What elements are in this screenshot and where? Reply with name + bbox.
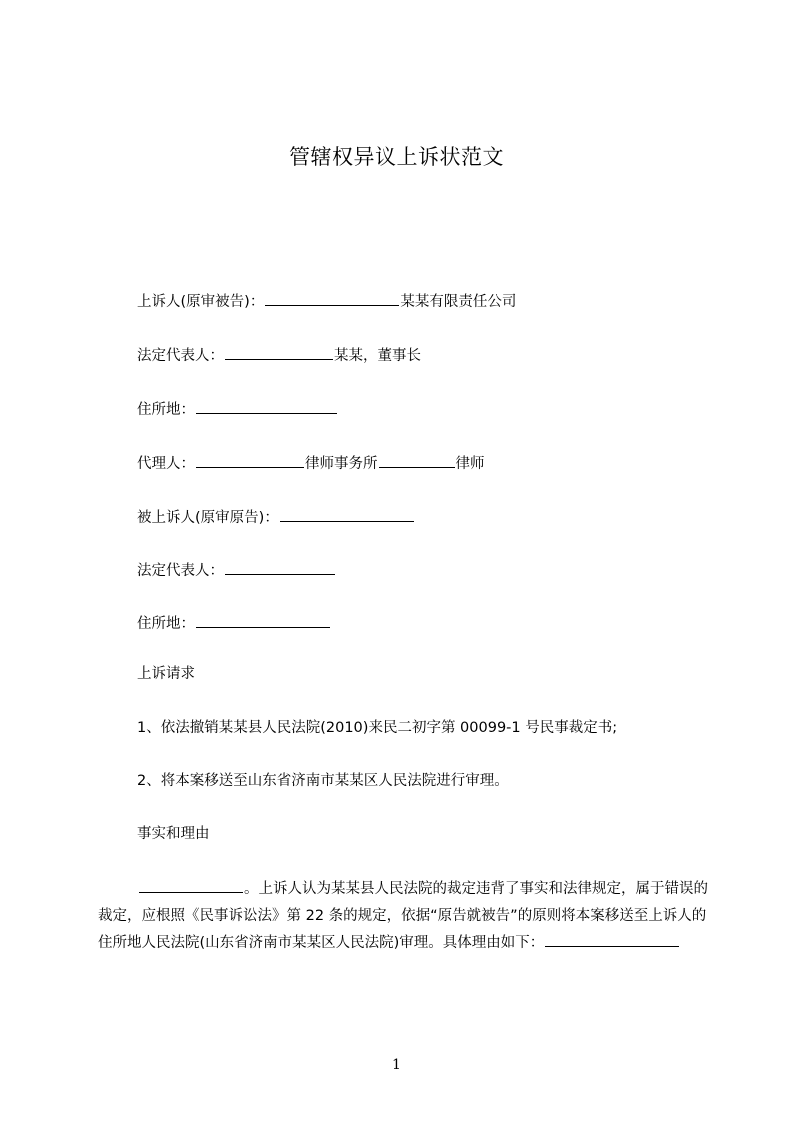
- legal-rep2-line: [137, 559, 336, 581]
- blank-field: [139, 877, 243, 893]
- legal-rep-label: 法定代表人：: [137, 348, 224, 364]
- blank-field: [545, 931, 679, 947]
- facts-body: 。上诉人认为某某县人民法院的裁定违背了事实和法律规定，属于错误的裁定，应根照《民事诉讼法》第 22 条的规定，依据“原告就被告”的原则将本案移送至上诉人的住所地人民法院(山东省济南市某某区人民法院)审理。具体理由如下：: [98, 881, 708, 951]
- legal-rep-line: [137, 344, 421, 366]
- appellee-label: 被上诉人(原审原告)：: [137, 510, 279, 526]
- blank-field: [225, 559, 335, 575]
- agent-label: 代理人：: [137, 456, 195, 472]
- agent-firm: 律师事务所: [305, 456, 378, 472]
- blank-field: [280, 506, 414, 522]
- appellee-line: [137, 506, 415, 528]
- blank-field: [225, 344, 333, 360]
- request-item-1: 1、依法撤销某某县人民法院(2010)来民二初字第 00099-1 号民事裁定书;: [137, 720, 618, 736]
- blank-field: [379, 452, 455, 468]
- facts-paragraph: [98, 876, 708, 957]
- facts-heading: 事实和理由: [137, 826, 210, 842]
- appellant-name: 某某有限责任公司: [400, 294, 517, 310]
- blank-field: [196, 452, 304, 468]
- address2-label: 住所地：: [137, 616, 195, 632]
- agent-line: [137, 452, 485, 474]
- blank-field: [196, 612, 330, 628]
- agent-title: 律师: [455, 456, 485, 472]
- request-item-2: 2、将本案移送至山东省济南市某某区人民法院进行审理。: [137, 773, 509, 789]
- legal-rep2-label: 法定代表人：: [137, 563, 224, 579]
- appellant-label: 上诉人(原审被告)：: [137, 294, 265, 310]
- appellant-line: [137, 290, 516, 312]
- address-line: [137, 398, 338, 420]
- page-title: 管辖权异议上诉状范文: [289, 145, 504, 169]
- address-label: 住所地：: [137, 402, 195, 418]
- page-number: 1: [392, 1057, 401, 1073]
- blank-field: [196, 398, 337, 414]
- requests-heading: 上诉请求: [137, 666, 195, 682]
- address2-line: [137, 612, 331, 634]
- blank-field: [265, 290, 399, 306]
- legal-rep-name: 某某，董事长: [334, 348, 421, 364]
